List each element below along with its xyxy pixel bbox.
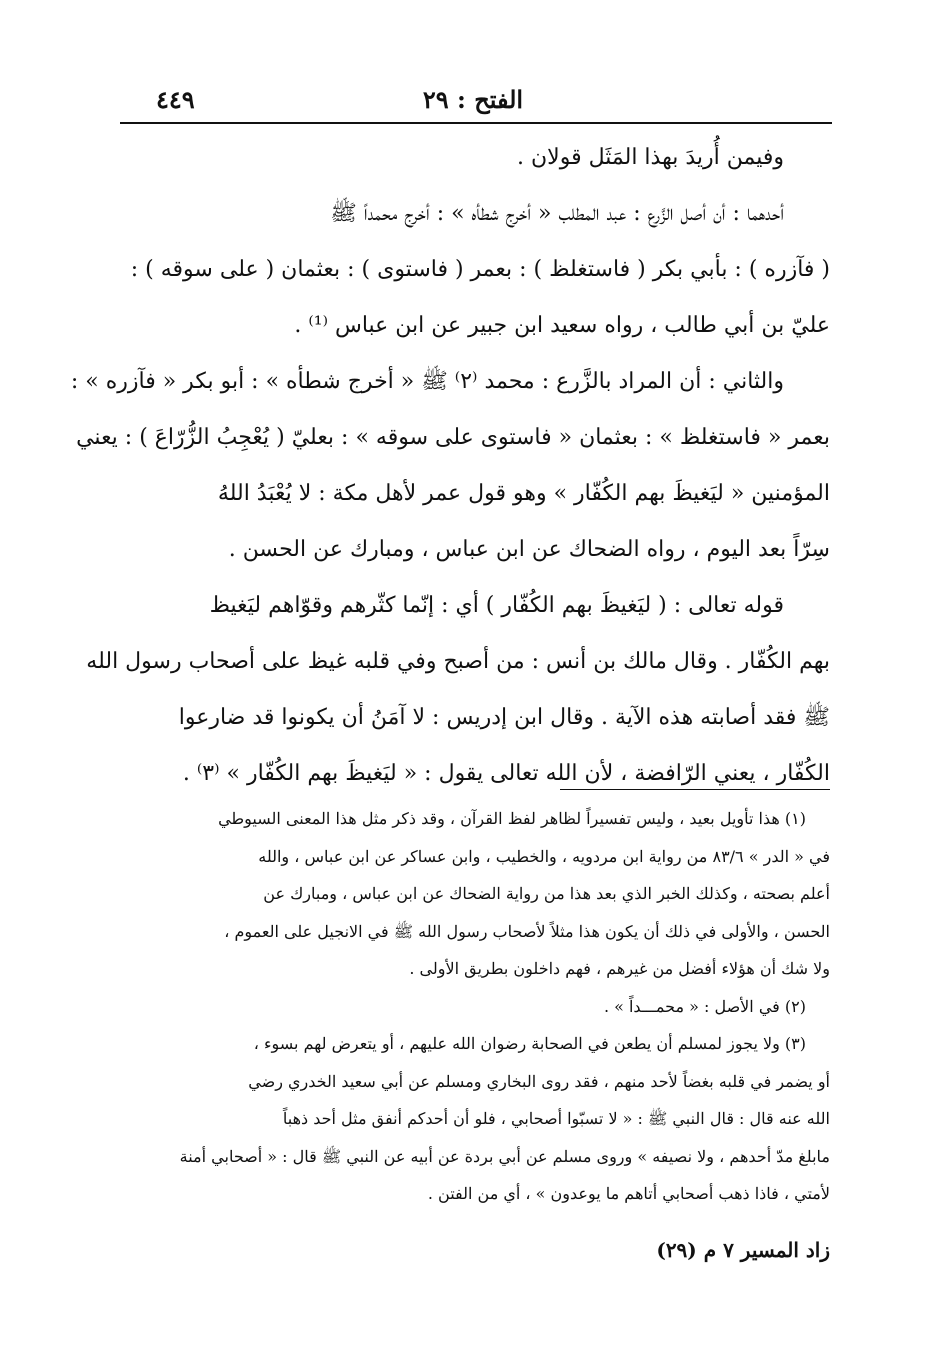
running-title: الفتح : ٢٩ [422, 85, 524, 114]
footnote-line: لأمتي ، فاذا ذهب أصحابي أتاهم ما يوعدون » ، أي من الفتن . [427, 1184, 830, 1203]
footnote-line: (٣) ولا يجوز لمسلم أن يطعن في الصحابة رضوان الله عليهم ، أو يتعرض لهم بسوء ، [253, 1034, 806, 1053]
footnote-line: الحسن ، والأولى في ذلك أن يكون هذا مثلاً لأصحاب رسول الله ﷺ في الانجيل على العموم ، [224, 921, 830, 941]
main-text [70, 130, 830, 802]
text-line: قوله تعالى : ( ليَغيظَ بهم الكُفّار ) أي : إنّما كثّرهم وقوّاهم ليَغيظ [209, 593, 784, 618]
header-rule [120, 122, 832, 124]
text-line: الكُفّار ، يعني الرّافضة ، لأن الله تعالى يقول : « ليَغيظَ بهم الكُفّار » ⁽٣⁾ . [182, 761, 830, 786]
footnote-line: (١) هذا تأويل بعيد ، وليس تفسيراً لظاهر لفظ القرآن ، وقد ذكر مثل هذا المعنى السيوطي [218, 809, 806, 828]
footnote-line: (٢) في الأصل : « محمـــداً » . [603, 996, 806, 1016]
page-header [120, 84, 826, 120]
text-line: ( فآزره ) : بأبي بكر ( فاستغلظ ) : بعمر ( فاستوى ) : بعثمان ( على سوقه ) : [130, 257, 830, 282]
page-number: ٤٤٩ [156, 85, 195, 114]
text-line: والثاني : أن المراد بالزَّرع : محمد ⁽٢⁾ ﷺ « أخرج شطأه » : أبو بكر « فآزره » : [70, 369, 784, 394]
text-line: ﷺ فقد أصابته هذه الآية . وقال ابن إدريس : لا آمَنُ أن يكونوا قد ضارعوا [178, 705, 830, 730]
footnote-line: ولا شك أن هؤلاء أفضل من غيرهم ، فهم داخلون بطريق الأولى . [409, 959, 830, 978]
footnote-line: في « الدر » ٨٣/٦ من رواية ابن مردويه ، والخطيب ، وابن عساكر عن ابن عباس ، والله [258, 846, 830, 866]
footnotes [118, 800, 830, 1213]
footnote-line: الله عنه قال : قال النبي ﷺ : « لا تسبّوا أصحابي ، فلو أن أحدكم أنفق مثل أحد ذهباً [282, 1109, 830, 1128]
text-line: عليّ بن أبي طالب ، رواه سعيد ابن جبير عن ابن عباس ⁽¹⁾ . [294, 313, 830, 338]
text-line: بعمر « فاستغلظ » : بعثمان « فاستوى على سوقه » : بعليّ ( يُعْجِبُ الزُّرّاعَ ) : يعني [76, 425, 830, 450]
text-line: أحدهما : أن أصل الزَّرع : عبد المطلب « أخرج شطأه » : أخرج محمداً ﷺ [330, 201, 784, 226]
footnote-line: مابلغ مدّ أحدهم ، ولا نصيفه » وروى مسلم عن أبي بردة عن أبيه عن النبي ﷺ قال : « أصحابي أمنة [179, 1146, 830, 1166]
signature-mark: زاد المسير ٧ م (٢٩) [656, 1238, 830, 1262]
text-line: سِرّاً بعد اليوم ، رواه الضحاك عن ابن عباس ، ومبارك عن الحسن . [228, 537, 830, 562]
text-line: وفيمن أُريدَ بهذا المَثَل قولان . [517, 145, 784, 170]
text-line: بهم الكُفّار . وقال مالك بن أنس : من أصبح وفي قلبه غيظ على أصحاب رسول الله [86, 649, 830, 674]
footnote-line: أعلم بصحته ، وكذلك الخبر الذي بعد هذا من رواية الضحاك عن ابن عباس ، ومبارك عن [263, 884, 830, 903]
text-line: المؤمنين « ليَغيظَ بهم الكُفّار » وهو قول عمر لأهل مكة : لا يُعْبَدُ اللهُ [217, 481, 830, 506]
footnote-rule [560, 789, 830, 790]
footnote-line: أو يضمر في قلبه بغضاً لأحد منهم ، فقد روى البخاري ومسلم عن أبي سعيد الخدري رضي [248, 1071, 830, 1091]
